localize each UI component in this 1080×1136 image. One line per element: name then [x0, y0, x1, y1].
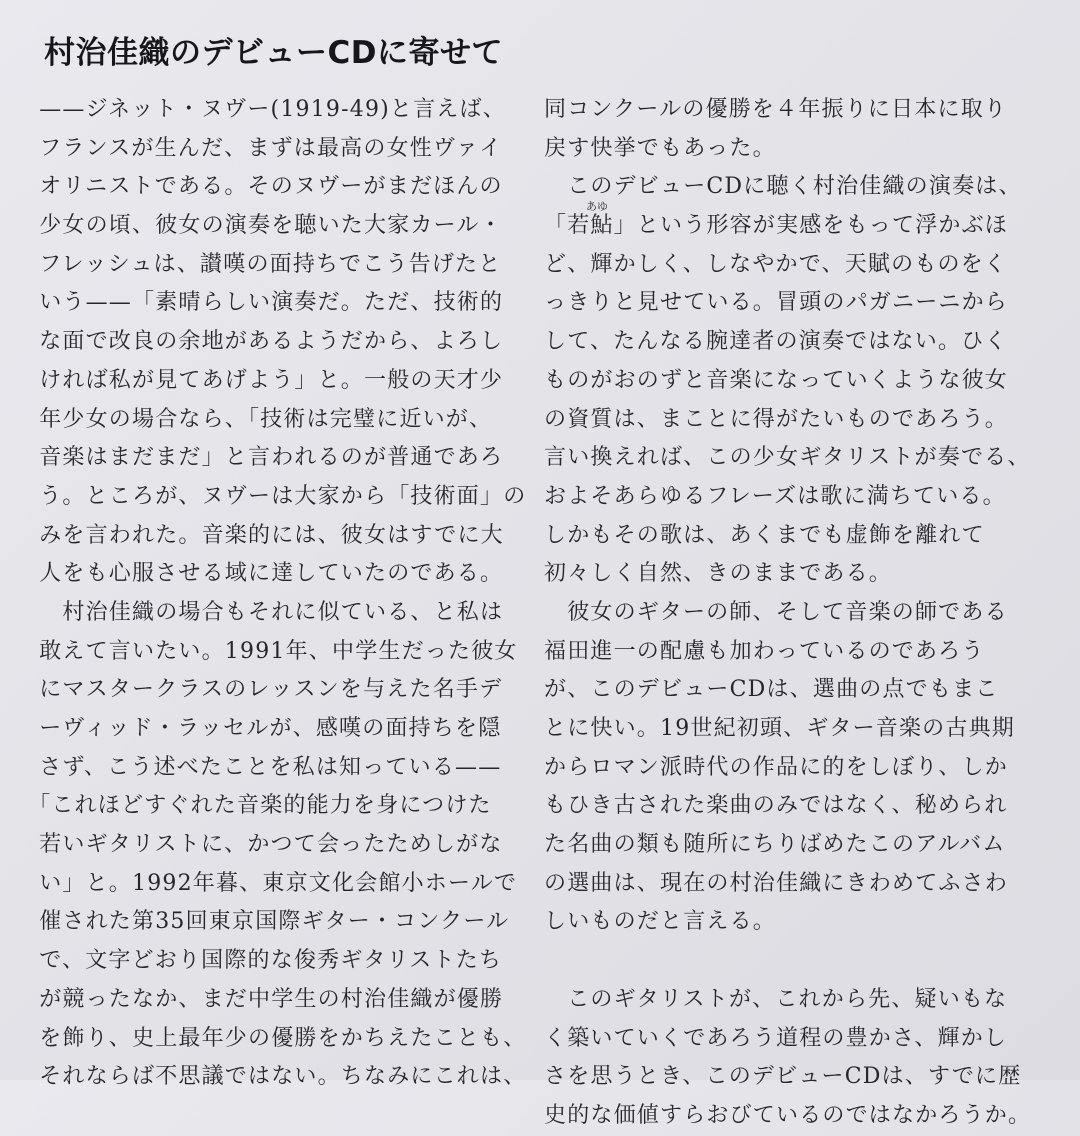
text-line: 福田進一の配慮も加わっているのであろう — [544, 638, 985, 664]
blank-line — [544, 942, 1054, 981]
text-line: を飾り、史上最年少の優勝をかちえたことも、 — [16, 1025, 527, 1051]
text-line: 人をも心服させる域に達していたのである。 — [16, 561, 504, 587]
text-line: た名曲の類も随所にちりばめたこのアルバム — [544, 832, 1006, 858]
text-line: の資質は、まことに得がたいものであろう。 — [544, 406, 1009, 432]
text-line: ——ジネット・ヌヴー(1919-49)と言えば、 — [16, 97, 506, 122]
text-line: 「これほどすぐれた音楽的能力を身につけた — [16, 793, 492, 819]
text-line: 同コンクールの優勝を４年振りに日本に取り — [544, 97, 1008, 122]
text-line: およそあらゆるフレーズは歌に満ちている。 — [544, 483, 1006, 509]
text-line: 戻す快挙でもあった。 — [544, 135, 776, 161]
text-line: からロマン派時代の作品に的をしぼり、しか — [544, 754, 1009, 780]
text-line: く築いていくであろう道程の豊かさ、輝かし — [544, 1025, 1008, 1051]
text-line: で、文字どおり国際的な俊秀ギタリストたち — [16, 948, 503, 974]
text-line: 若いギタリストに、かつて会ったためしがな — [16, 832, 503, 858]
text-line: ーヴィッド・ラッセルが、感嘆の面持ちを隠 — [16, 716, 502, 741]
text-line: な面で改良の余地があるようだから、よろし — [16, 329, 504, 355]
text-line: 言い換えれば、この少女ギタリストが奏でる、 — [544, 445, 1031, 471]
article-title: 村治佳織のデビューCDに寄せて — [44, 35, 503, 71]
text-line: それならば不思議ではない。ちなみにこれは、 — [16, 1064, 527, 1090]
text-line: オリニストである。そのヌヴーがまだほんの — [16, 174, 503, 200]
text-line: にマスタークラスのレッスンを与えた名手デ — [16, 677, 503, 703]
text-line: 年少女の場合なら、「技術は完璧に近いが、 — [16, 406, 493, 432]
text-line: しかもその歌は、あくまでも虚飾を離れて — [544, 522, 985, 548]
text-line: フレッシュは、讃嘆の面持ちでこう告げたと — [16, 251, 502, 277]
text-line: とに快い。19世紀初頭、ギター音楽の古典期 — [544, 716, 1015, 741]
text-line: 催された第35回東京国際ギター・コンクール — [16, 909, 510, 935]
text-line: さを思うとき、このデビューCDは、すでに歴 — [544, 1064, 1022, 1090]
text-line: いう——「素晴らしい演奏だ。ただ、技術的 — [16, 290, 504, 316]
text-line: い」と。1992年暮、東京文化会館小ホールで — [16, 870, 518, 896]
text-line: さず、こう述べたことを私は知っている—— — [16, 754, 502, 780]
text-line: ければ私が見てあげよう」と。一般の天才少 — [16, 367, 504, 393]
text-line: このデビューCDに聴く村治佳織の演奏は、 — [544, 174, 1022, 200]
text-line-with-ruby — [544, 200, 1054, 246]
right-column — [544, 91, 1054, 1136]
text-line: 少女の頃、彼女の演奏を聴いた大家カール・ — [16, 213, 503, 239]
text-line: う。ところが、ヌヴーは大家から「技術面」の — [16, 483, 527, 509]
text-line: 初々しく自然、きのままである。 — [544, 561, 893, 587]
text-line: このギタリストが、これから先、疑いもな — [544, 986, 1008, 1012]
text-line: っきりと見せている。冒頭のパガニーニから — [544, 290, 1009, 316]
text-line: フランスが生んだ、まずは最高の女性ヴァイ — [16, 135, 503, 161]
text-line: 敢えて言いたい。1991年、中学生だった彼女 — [16, 638, 518, 664]
text-line: して、たんなる腕達者の演奏ではない。ひく — [544, 329, 1008, 355]
text-line: 村治佳織の場合もそれに似ている、と私は — [16, 599, 504, 625]
text-line: が競ったなか、まだ中学生の村治佳織が優勝 — [16, 986, 504, 1012]
text-line: ど、輝かしく、しなやかで、天賦のものをく — [544, 251, 1008, 277]
furigana-ruby: あゆ — [586, 200, 608, 214]
text-line: ものがおのずと音楽になっていくような彼女 — [544, 367, 1009, 393]
text-line: の選曲は、現在の村治佳織にきわめてふさわ — [544, 870, 1009, 896]
text-line: 音楽はまだまだ」と言われるのが普通であろ — [16, 445, 504, 471]
text-line: みを言われた。音楽的には、彼女はすでに大 — [16, 522, 504, 548]
text-line: 史的な価値すらおびているのではなかろうか。 — [544, 1102, 1032, 1128]
left-column — [16, 91, 527, 1097]
text-line: もひき古された楽曲のみではなく、秘められ — [544, 793, 1008, 819]
text-line-content: 「若鮎」という形容が実感をもって浮かぶほ — [544, 213, 1009, 239]
text-line: 彼女のギターの師、そして音楽の師である — [544, 599, 1008, 625]
text-line: が、このデビューCDは、選曲の点でもまこ — [544, 677, 999, 703]
text-line: しいものだと言える。 — [544, 909, 777, 935]
